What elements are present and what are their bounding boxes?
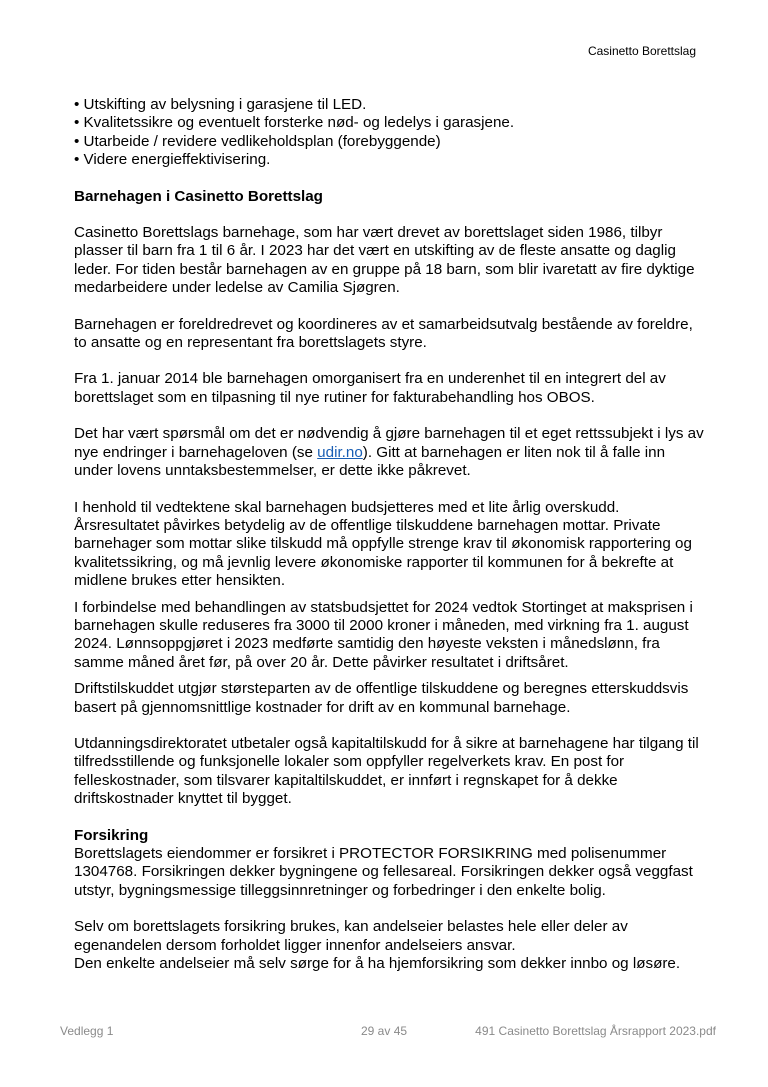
bullet-item: • Kvalitetssikre og eventuelt forsterke nød- og ledelys i garasjene. <box>74 114 515 132</box>
paragraph-text: Det har vært spørsmål om det er nødvendig å gjøre barnehagen til et eget rettssubjekt i lys av nye endringer i barnehageloven (se <box>74 425 704 461</box>
paragraph: Barnehagen er foreldredrevet og koordineres av et samarbeidsutvalg bestående av foreldre, to ansatte og en representant fra borettslagets styre. <box>74 315 693 352</box>
udir-link[interactable]: udir.no <box>317 443 363 461</box>
paragraph: Den enkelte andelseier må selv sørge for å ha hjemforsikring som dekker innbo og løsøre. <box>74 955 681 973</box>
paragraph: Borettslagets eiendommer er forsikret i PROTECTOR FORSIKRING med polisenummer 1304768. Forsikringen dekker bygningene og fellesareal. Forsikringen dekker også veggfast utstyr, bygningsmessige tilleggsinnretninger og forbedringer i den enkelte bolig. <box>74 845 693 899</box>
section-title-forsikring: Forsikring <box>74 826 149 844</box>
footer-page-number: 29 av 45 <box>361 1024 408 1038</box>
bullet-item: • Videre energieffektivisering. <box>74 151 271 169</box>
footer-attachment-label: Vedlegg 1 <box>60 1024 114 1038</box>
bullet-list <box>74 96 706 170</box>
paragraph: Fra 1. januar 2014 ble barnehagen omorganisert fra en underenhet til en integrert del av borettslaget som en tilpasning til nye rutiner for fakturabehandling hos OBOS. <box>74 370 666 406</box>
paragraph: Driftstilskuddet utgjør størsteparten av de offentlige tilskuddene og beregnes etterskuddsvis basert på gjennomsnittlige kostnader for drift av en kommunal barnehage. <box>74 680 689 716</box>
paragraph: I forbindelse med behandlingen av statsbudsjettet for 2024 vedtok Stortinget at maksprisen i barnehagen skulle reduseres fra 3000 til 2000 kroner i måneden, med virkning fra 1. august 2024. Lønnsoppgjøret i 2023 medførte samtidig den høyeste veksten i månedslønn, fra samme måned året før, på over 20 år. Dette påvirker resultatet i driftsåret. <box>74 598 693 671</box>
bullet-item: • Utarbeide / revidere vedlikeholdsplan (forebyggende) <box>74 132 441 150</box>
paragraph: I henhold til vedtektene skal barnehagen budsjetteres med et lite årlig overskudd. Årsresultatet påvirkes betydelig av de offentlige tilskuddene barnehagen mottar. Private barnehager som mottar slike tilskudd må oppfylle strenge krav til økonomisk rapportering og kvalitetssikring, og må jevnlig levere økonomiske rapporter til kommunen for å bekrefte at midlene brukes etter hensikten. <box>74 498 692 590</box>
paragraph: Utdanningsdirektoratet utbetaler også kapitaltilskudd for å sikre at barnehagene har tilgang til tilfredsstillende og funksjonelle lokaler som oppfyller regelverkets krav. En post for felleskostnader, som tilsvarer kapitaltilskuddet, er innført i regnskapet for å dekke driftskostnader knyttet til bygget. <box>74 734 699 808</box>
document-body <box>74 96 706 973</box>
bullet-item: • Utskifting av belysning i garasjene til LED. <box>74 96 367 113</box>
footer-file-name: 491 Casinetto Borettslag Årsrapport 2023.pdf <box>475 1024 716 1038</box>
section-title-barnehage: Barnehagen i Casinetto Borettslag <box>74 187 323 205</box>
paragraph: Casinetto Borettslags barnehage, som har vært drevet av borettslaget siden 1986, tilbyr plasser til barn fra 1 til 6 år. I 2023 har det vært en utskifting av de fleste ansatte og daglig leder. For tiden består barnehagen av en gruppe på 18 barn, som blir ivaretatt av fire dyktige medarbeidere under ledelse av Camilia Sjøgren. <box>74 224 695 297</box>
paragraph-text: ). Gitt at barnehagen er liten nok til å falle inn under lovens unntaksbestemmelser, er dette ikke påkrevet. <box>74 443 666 480</box>
paragraph-with-link <box>74 425 706 480</box>
paragraph: Selv om borettslagets forsikring brukes, kan andelseier belastes hele eller deler av egenandelen dersom forholdet ligger innenfor andelseiers ansvar. <box>74 918 628 954</box>
header-org-name: Casinetto Borettslag <box>587 44 696 58</box>
